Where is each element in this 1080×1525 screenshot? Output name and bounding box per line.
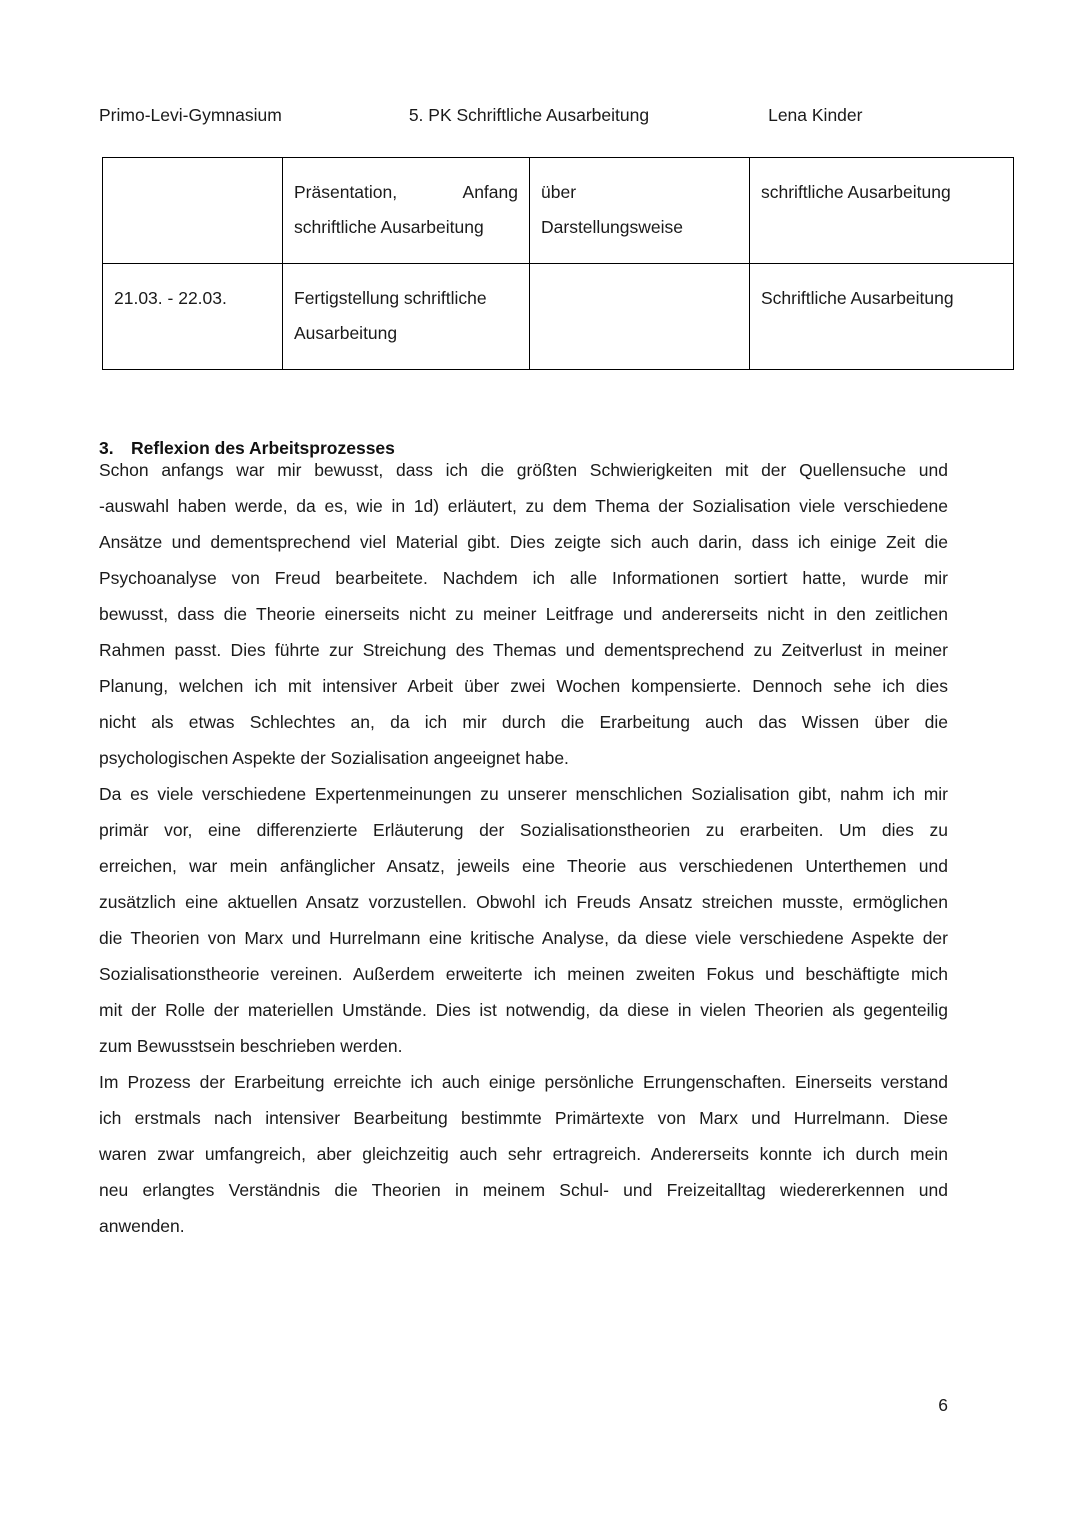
table-cell-topic — [530, 264, 750, 370]
text-line: psychologischen Aspekte der Sozialisation angeeignet habe. — [99, 748, 569, 768]
text-line: -auswahl haben werde, da es, wie in 1d) erläutert, zu dem Thema der Sozialisation viele verschiedene — [99, 496, 948, 516]
document-body — [99, 452, 948, 1244]
text-line: Ansätze und dementsprechend viel Material gibt. Dies zeigte sich auch darin, dass ich einige Zeit die — [99, 532, 948, 552]
cell-topic-line-2: Darstellungsweise — [541, 217, 684, 237]
cell-task-line-1: Fertigstellung schriftliche — [294, 288, 487, 308]
text-line: zum Bewusstsein beschrieben werden. — [99, 1036, 403, 1056]
text-line: nicht als etwas Schlechtes an, da ich mir durch die Erarbeitung auch das Wissen über die — [99, 712, 948, 732]
cell-product-value: schriftliche Ausarbeitung — [761, 182, 951, 202]
schedule-table — [102, 157, 1014, 370]
table-cell-topic — [530, 158, 750, 264]
table-cell-date — [103, 264, 283, 370]
table-row — [103, 158, 1014, 264]
section-number: 3. — [99, 437, 114, 458]
cell-task-line-2: Ausarbeitung — [294, 323, 398, 343]
header-document-title: 5. PK Schriftliche Ausarbeitung — [408, 105, 650, 125]
table-cell-task — [283, 158, 530, 264]
text-line: waren zwar umfangreich, aber gleichzeitig auch sehr ertragreich. Andererseits konnte ich durch mein — [99, 1144, 948, 1164]
table-row — [103, 264, 1014, 370]
text-line: die Theorien von Marx und Hurrelmann eine kritische Analyse, da diese viele verschiedene Aspekte der — [99, 928, 948, 948]
text-line: Rahmen passt. Dies führte zur Streichung des Themas und dementsprechend zu Zeitverlust in meiner — [99, 640, 948, 660]
cell-date-value: 21.03. - 22.03. — [114, 288, 227, 308]
table-cell-date — [103, 158, 283, 264]
page-number: 6 — [938, 1395, 948, 1415]
cell-product-value: Schriftliche Ausarbeitung — [761, 288, 954, 308]
text-line: Sozialisationstheorie vereinen. Außerdem erweiterte ich meinen zweiten Fokus und beschäftigte mich — [99, 964, 948, 984]
text-line: anwenden. — [99, 1216, 185, 1236]
text-line: mit der Rolle der materiellen Umstände. Dies ist notwendig, da diese in vielen Theorien als gegenteilig — [99, 1000, 948, 1020]
text-line: ich erstmals nach intensiver Bearbeitung bestimmte Primärtexte von Marx und Hurrelmann. Diese — [99, 1108, 948, 1128]
table-cell-product — [750, 158, 1014, 264]
header-author-name: Lena Kinder — [768, 105, 863, 125]
paragraph-2 — [99, 776, 948, 1064]
paragraph-3 — [99, 1064, 948, 1244]
section-title: Reflexion des Arbeitsprozesses — [131, 437, 395, 458]
text-line: Schon anfangs war mir bewusst, dass ich die größten Schwierigkeiten mit der Quellensuche und — [99, 460, 948, 480]
text-line: Da es viele verschiedene Expertenmeinungen zu unserer menschlichen Sozialisation gibt, nahm ich mir — [99, 784, 948, 804]
text-line: Im Prozess der Erarbeitung erreichte ich auch einige persönliche Errungenschaften. Einerseits verstand — [99, 1072, 948, 1092]
text-line: primär vor, eine differenzierte Erläuterung der Sozialisationstheorien zu erarbeiten. Um dies zu — [99, 820, 948, 840]
text-line: zusätzlich eine aktuellen Ansatz vorzustellen. Obwohl ich Freuds Ansatz streichen musste, ermöglichen — [99, 892, 948, 912]
text-line: erreichen, war mein anfänglicher Ansatz, jeweils eine Theorie aus verschiedenen Unterthemen und — [99, 856, 948, 876]
table-cell-task — [283, 264, 530, 370]
table-cell-product — [750, 264, 1014, 370]
cell-task-line-1: Präsentation, Anfang — [294, 182, 518, 202]
header-school-name: Primo-Levi-Gymnasium — [99, 105, 282, 125]
cell-topic-line-1: über — [541, 182, 577, 202]
text-line: bewusst, dass die Theorie einerseits nicht zu meiner Leitfrage und andererseits nicht in den zeitlichen — [99, 604, 948, 624]
document-header — [99, 101, 948, 129]
text-line: Psychoanalyse von Freud bearbeitete. Nachdem ich alle Informationen sortiert hatte, wurde mir — [99, 568, 948, 588]
cell-task-line-2: schriftliche Ausarbeitung — [294, 217, 484, 237]
paragraph-1 — [99, 452, 948, 776]
text-line: Planung, welchen ich mit intensiver Arbeit über zwei Wochen kompensierte. Dennoch sehe ich dies — [99, 676, 948, 696]
text-line: neu erlangtes Verständnis die Theorien in meinem Schul- und Freizeitalltag wiedererkennen und — [99, 1180, 948, 1200]
